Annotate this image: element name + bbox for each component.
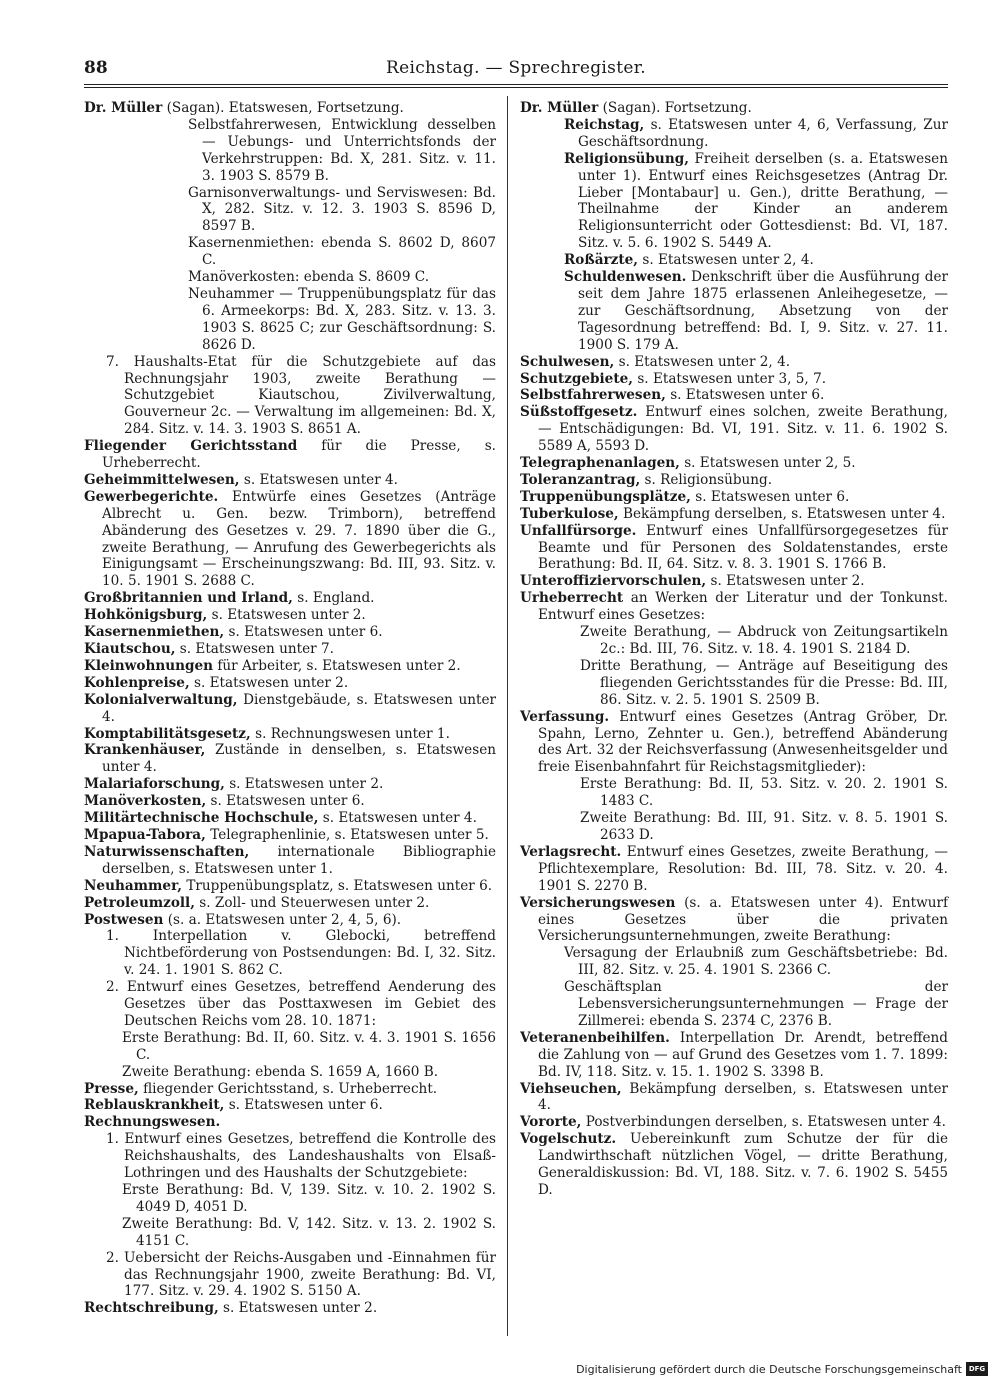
entry-heading: Unteroffiziervorschulen, bbox=[520, 573, 707, 590]
entry-heading: Hohkönigsburg, bbox=[84, 607, 208, 624]
entry-text: s. Etatswesen unter 4. bbox=[322, 810, 477, 827]
register-entry bbox=[84, 641, 496, 658]
register-entry bbox=[84, 742, 496, 776]
register-entry bbox=[84, 726, 496, 743]
entry-text: s. Etatswesen unter 2. bbox=[211, 607, 366, 624]
entry-text: für Arbeiter, s. Etatswesen unter 2. bbox=[217, 657, 461, 674]
entry-text: s. Rechnungswesen unter 1. bbox=[255, 725, 450, 742]
entry-text: s. Etatswesen unter 6. bbox=[228, 624, 383, 641]
header-rule-thin bbox=[84, 87, 948, 88]
entry-heading: Kasernenmiethen, bbox=[84, 624, 225, 641]
entry-heading: Unfallfürsorge. bbox=[520, 522, 637, 539]
entry-text: s. Etatswesen unter 2. bbox=[223, 1300, 378, 1317]
sub-entry: Neuhammer — Truppenübungsplatz für das 6. Armeekorps: Bd. X, 283. Sitz. v. 13. 3. 1903 S. 8625 C; zur Geschäftsordnung: S. 8626 D. bbox=[188, 285, 496, 353]
entry-heading: Naturwissenschaften, bbox=[84, 843, 250, 860]
sub-entry: Selbstfahrerwesen, Entwicklung desselben — Uebungs- und Unterrichtsfonds der Verkehrstruppen: Bd. X, 281. Sitz. v. 11. 3. 1903 S. 8579 B. bbox=[188, 116, 496, 184]
register-entry bbox=[520, 709, 948, 777]
entry-text: Bekämpfung derselben, s. Etatswesen unter 4. bbox=[622, 505, 946, 522]
register-entry bbox=[84, 878, 496, 895]
entry-text: Interpellation Dr. Arendt, betreffend die Zahlung von — auf Grund des Gesetzes vom 1. 7. 1899: Bd. IV, 118. Sitz. v. 15. 1. 1902 S. 3398 B. bbox=[538, 1029, 948, 1080]
entry-text: Bekämpfung derselben, s. Etatswesen unter 4. bbox=[538, 1080, 948, 1114]
entry-heading: Geheimmittelwesen, bbox=[84, 471, 240, 488]
page-footer bbox=[576, 1362, 988, 1378]
register-entry bbox=[520, 506, 948, 523]
entry-text: s. Etatswesen unter 6. bbox=[670, 387, 825, 404]
register-entry bbox=[520, 472, 948, 489]
register-entry bbox=[84, 793, 496, 810]
entry-text: Entwurf eines Gesetzes, zweite Berathung, — Pflichtexemplare, Resolution: Bd. III, 78. Sitz. v. 20. 4. 1901 S. 2270 B. bbox=[538, 843, 948, 894]
register-entry bbox=[520, 371, 948, 388]
sub-entry: Manöverkosten: ebenda S. 8609 C. bbox=[188, 269, 430, 286]
entry-heading: Malariaforschung, bbox=[84, 776, 225, 793]
register-entry bbox=[84, 912, 496, 929]
dfg-logo-icon: DFG bbox=[966, 1362, 988, 1376]
entry-text: s. Etatswesen unter 2. bbox=[194, 674, 349, 691]
register-entry bbox=[84, 776, 496, 793]
entry-text: Entwurf eines Gesetzes (Antrag Gröber, Dr. Spahn, Lerno, Zehnter u. Gen.), betreffend Abänderung des Art. 32 der Reichsverfassung (Anwesenheitsgelder und freie Eisenbahnfahrt für Reichstagsmitglieder): bbox=[538, 708, 948, 776]
entry-heading: Vogelschutz. bbox=[520, 1131, 617, 1148]
register-entry bbox=[84, 438, 496, 472]
register-entry bbox=[84, 607, 496, 624]
entry-heading: Roßärzte, bbox=[564, 252, 639, 269]
entry-text: Dienstgebäude, s. Etatswesen unter 4. bbox=[102, 691, 496, 725]
register-entry bbox=[520, 590, 948, 624]
entry-text: Zustände in denselben, s. Etatswesen unter 4. bbox=[102, 742, 496, 776]
entry-heading: Komptabilitätsgesetz, bbox=[84, 725, 251, 742]
register-entry bbox=[520, 1131, 948, 1199]
numbered-item: 1. Interpellation v. Glebocki, betreffend Nichtbeförderung von Postsendungen: Bd. I, 32. Sitz. v. 24. 1. 1901 S. 862 C. bbox=[106, 928, 496, 979]
entry-text: s. Etatswesen unter 7. bbox=[179, 641, 334, 657]
register-entry bbox=[520, 1081, 948, 1115]
entry-heading: Veteranenbeihilfen. bbox=[520, 1029, 670, 1046]
sub-item: Zweite Berathung: Bd. III, 91. Sitz. v. 8. 5. 1901 S. 2633 D. bbox=[580, 810, 948, 843]
entry-heading: Gewerbegerichte. bbox=[84, 488, 219, 505]
numbered-item: 2. Uebersicht der Reichs-Ausgaben und -Einnahmen für das Rechnungsjahr 1900, zweite Berathung: Bd. VI, 177. Sitz. v. 29. 4. 1902 S. 5150 A. bbox=[106, 1249, 496, 1300]
entry-heading: Dr. Müller bbox=[520, 100, 599, 116]
register-entry bbox=[84, 895, 496, 912]
register-entry bbox=[84, 489, 496, 590]
register-entry bbox=[84, 1114, 496, 1131]
entry-heading: Verfassung. bbox=[520, 708, 610, 725]
entry-heading: Petroleumzoll, bbox=[84, 894, 195, 911]
entry-heading: Truppenübungsplätze, bbox=[520, 488, 691, 505]
page-number: 88 bbox=[84, 58, 108, 78]
sub-entry bbox=[520, 151, 948, 252]
running-title: Reichstag. — Sprechregister. bbox=[386, 58, 646, 78]
entry-text: Denkschrift über die Ausführung der seit dem Jahre 1875 erlassenen Anleihegesetze, — zur Geschäftsordnung, Absetzung von der Tagesordnung betreffend: Bd. I, 9. Sitz. v. 27. 11. 1900 S. 179 A. bbox=[578, 269, 948, 353]
entry-text: (Sagan). Etatswesen, Fortsetzung. bbox=[166, 100, 404, 116]
register-entry bbox=[520, 844, 948, 895]
entry-heading: Presse, bbox=[84, 1080, 139, 1097]
register-entry bbox=[520, 455, 948, 472]
sub-item: Dritte Berathung, — Anträge auf Beseitigung des fliegenden Gerichtsstandes für die Presse: Bd. III, 86. Sitz. v. 2. 5. 1901 S. 2509 B. bbox=[580, 657, 948, 708]
entry-heading: Vororte, bbox=[520, 1114, 582, 1131]
register-entry bbox=[520, 489, 948, 506]
entry-text: s. England. bbox=[297, 590, 375, 607]
register-entry bbox=[520, 573, 948, 590]
register-entry bbox=[84, 100, 496, 117]
entry-text: s. Etatswesen unter 6. bbox=[695, 488, 850, 505]
sub-item: Versagung der Erlaubniß zum Geschäftsbetriebe: Bd. III, 82. Sitz. v. 25. 4. 1901 S. 2366 C. bbox=[564, 945, 948, 979]
funding-notice: Digitalisierung gefördert durch die Deutsche Forschungsgemeinschaft bbox=[576, 1363, 962, 1376]
register-entry bbox=[84, 1300, 496, 1317]
sub-entry: Garnisonverwaltungs- und Serviswesen: Bd. X, 282. Sitz. v. 12. 3. 1903 S. 8596 D, 8597 B. bbox=[188, 184, 496, 235]
entry-heading: Toleranzantrag, bbox=[520, 471, 641, 488]
entry-text: s. Zoll- und Steuerwesen unter 2. bbox=[199, 894, 430, 911]
entry-text: s. Etatswesen unter 2, 4. bbox=[642, 252, 814, 269]
entry-text: Telegraphenlinie, s. Etatswesen unter 5. bbox=[210, 826, 489, 843]
entry-heading: Selbstfahrerwesen, bbox=[520, 387, 666, 404]
entry-text: an Werken der Literatur und der Tonkunst. Entwurf eines Gesetzes: bbox=[538, 590, 948, 624]
register-entry bbox=[520, 1114, 948, 1131]
entry-heading: Großbritannien und Irland, bbox=[84, 590, 293, 607]
entry-heading: Rechtschreibung, bbox=[84, 1300, 219, 1317]
register-entry bbox=[84, 844, 496, 878]
entry-text: s. Etatswesen unter 2, 4. bbox=[618, 353, 791, 370]
sub-entry bbox=[520, 269, 948, 354]
page-header bbox=[84, 56, 948, 82]
entry-heading: Verlagsrecht. bbox=[520, 843, 622, 860]
entry-text: s. Etatswesen unter 2, 5. bbox=[684, 455, 856, 472]
entry-heading: Kohlenpreise, bbox=[84, 674, 190, 691]
entry-heading: Urheberrecht bbox=[520, 590, 624, 607]
entry-heading: Postwesen bbox=[84, 911, 164, 928]
sub-item: Erste Berathung: Bd. II, 53. Sitz. v. 20. 2. 1901 S. 1483 C. bbox=[580, 776, 948, 810]
entry-text: (s. a. Etatswesen unter 4). Entwurf eines Gesetzes über die privaten Versicherungsunternehmungen, zweite Berathung: bbox=[538, 894, 948, 945]
register-entry bbox=[520, 387, 948, 404]
entry-heading: Fliegender Gerichtsstand bbox=[84, 438, 298, 455]
entry-heading: Mpapua-Tabora, bbox=[84, 826, 206, 843]
entry-heading: Schutzgebiete, bbox=[520, 370, 633, 387]
entry-text: fliegender Gerichtsstand, s. Urheberrecht. bbox=[143, 1080, 438, 1097]
entry-text: internationale Bibliographie derselben, s. Etatswesen unter 1. bbox=[102, 843, 496, 877]
left-column bbox=[84, 100, 496, 1317]
entry-text: s. Etatswesen unter 2. bbox=[710, 573, 865, 590]
entry-heading: Süßstoffgesetz. bbox=[520, 404, 638, 421]
sub-item: Zweite Berathung: ebenda S. 1659 A, 1660 B. bbox=[122, 1063, 439, 1080]
right-column bbox=[520, 100, 948, 1199]
entry-heading: Schulwesen, bbox=[520, 353, 615, 370]
entry-text: s. Etatswesen unter 4. bbox=[243, 471, 398, 488]
register-entry bbox=[520, 100, 948, 117]
entry-text: (s. a. Etatswesen unter 2, 4, 5, 6). bbox=[167, 911, 402, 928]
register-entry bbox=[520, 1030, 948, 1081]
entry-heading: Krankenhäuser, bbox=[84, 742, 206, 759]
sub-entry: Kasernenmiethen: ebenda S. 8602 D, 8607 C. bbox=[188, 235, 496, 269]
register-entry bbox=[520, 523, 948, 574]
register-entry bbox=[84, 1097, 496, 1114]
entry-heading: Religionsübung, bbox=[564, 150, 689, 167]
register-entry bbox=[84, 1081, 496, 1098]
sub-item: Erste Berathung: Bd. V, 139. Sitz. v. 10. 2. 1902 S. 4049 D, 4051 D. bbox=[122, 1182, 496, 1215]
register-entry bbox=[84, 675, 496, 692]
sub-item: Zweite Berathung: Bd. V, 142. Sitz. v. 13. 2. 1902 S. 4151 C. bbox=[122, 1215, 496, 1249]
entry-text: Entwürfe eines Gesetzes (Anträge Albrecht u. Gen. bezw. Trimborn), betreffend Abänderung des Gesetzes v. 29. 7. 1890 über die G., zweite Berathung, — Anrufung des Gewerbegerichts als Einigungsamt — Erscheinungszwang: Bd. III, 93. Sitz. v. 10. 5. 1901 S. 2688 C. bbox=[102, 488, 496, 590]
entry-heading: Kleinwohnungen bbox=[84, 657, 214, 674]
sub-entry bbox=[520, 252, 948, 269]
register-entry bbox=[520, 895, 948, 946]
register-entry bbox=[84, 692, 496, 726]
numbered-item: 2. Entwurf eines Gesetzes, betreffend Aenderung des Gesetzes über das Posttaxwesen im Gebiet des Deutschen Reichs vom 28. 10. 1871: bbox=[106, 979, 496, 1029]
sub-item: Erste Berathung: Bd. II, 60. Sitz. v. 4. 3. 1901 S. 1656 C. bbox=[122, 1029, 496, 1063]
entry-text: Postverbindungen derselben, s. Etatswesen unter 4. bbox=[585, 1114, 946, 1131]
entry-text: Entwurf eines Unfallfürsorgegesetzes für Beamte und für Personen des Soldatenstandes, erste Berathung: Bd. II, 64. Sitz. v. 8. 3. 1901 S. 1766 B. bbox=[538, 522, 949, 573]
entry-heading: Rechnungswesen. bbox=[84, 1114, 221, 1131]
entry-heading: Versicherungswesen bbox=[520, 894, 676, 911]
entry-text: s. Etatswesen unter 3, 5, 7. bbox=[637, 370, 827, 387]
numbered-item: 1. Entwurf eines Gesetzes, betreffend die Kontrolle des Reichshaushalts, des Landeshaushalts von Elsaß-Lothringen und des Haushalts der Schutzgebiete: bbox=[106, 1131, 496, 1182]
entry-text: Entwurf eines solchen, zweite Berathung, — Entschädigungen: Bd. VI, 191. Sitz. v. 11. 6. 1902 S. 5589 A, 5593 D. bbox=[538, 404, 948, 455]
entry-heading: Telegraphenanlagen, bbox=[520, 455, 680, 472]
register-entry bbox=[520, 354, 948, 371]
entry-text: für die Presse, s. Urheberrecht. bbox=[102, 438, 496, 472]
entry-text: s. Etatswesen unter 6. bbox=[210, 793, 365, 810]
entry-heading: Neuhammer, bbox=[84, 877, 182, 894]
entry-heading: Dr. Müller bbox=[84, 100, 163, 116]
entry-heading: Viehseuchen, bbox=[520, 1080, 622, 1097]
entry-text: s. Etatswesen unter 4, 6, Verfassung, Zur Geschäftsordnung. bbox=[578, 116, 948, 150]
entry-text: Freiheit derselben (s. a. Etatswesen unter 1). Entwurf eines Reichsgesetzes (Antrag Dr. Lieber [Montabaur] u. Gen.), dritte Berathung, — Theilnahme der Kinder an anderem Religionsunterricht oder Gottesdienst: Bd. VI, 187. Sitz. v. 5. 6. 1902 S. 5449 A. bbox=[578, 150, 948, 252]
entry-heading: Militärtechnische Hochschule, bbox=[84, 810, 319, 827]
entry-heading: Schuldenwesen. bbox=[564, 269, 687, 286]
entry-text: Truppenübungsplatz, s. Etatswesen unter 6. bbox=[186, 877, 493, 894]
sub-item: Zweite Berathung, — Abdruck von Zeitungsartikeln 2c.: Bd. III, 76. Sitz. v. 18. 4. 1901 S. 2184 D. bbox=[580, 624, 948, 657]
sub-entry bbox=[520, 117, 948, 151]
register-entry bbox=[84, 810, 496, 827]
register-entry bbox=[84, 827, 496, 844]
entry-heading: Kiautschou, bbox=[84, 641, 176, 657]
entry-text: s. Religionsübung. bbox=[644, 471, 773, 488]
register-entry bbox=[84, 658, 496, 675]
header-rule bbox=[84, 84, 948, 85]
register-entry bbox=[520, 404, 948, 455]
entry-text: s. Etatswesen unter 2. bbox=[229, 776, 384, 793]
entry-heading: Manöverkosten, bbox=[84, 793, 207, 810]
entry-text: s. Etatswesen unter 6. bbox=[228, 1097, 383, 1114]
entry-heading: Tuberkulose, bbox=[520, 505, 619, 522]
entry-text: (Sagan). Fortsetzung. bbox=[602, 100, 752, 116]
register-entry bbox=[84, 624, 496, 641]
numbered-item: 7. Haushalts-Etat für die Schutzgebiete auf das Rechnungsjahr 1903, zweite Berathung — Schutzgebiet Kiautschou, Zivilverwaltung, Gouverneur 2c. — Verwaltung im allgemeinen: Bd. X, 284. Sitz. v. 14. 3. 1903 S. 8651 A. bbox=[106, 353, 496, 438]
column-divider bbox=[507, 96, 508, 1336]
entry-heading: Reblauskrankheit, bbox=[84, 1097, 225, 1114]
entry-text: Uebereinkunft zum Schutze der für die Landwirthschaft nützlichen Vögel, — dritte Berathung, Generaldiskussion: Bd. VI, 188. Sitz. v. 7. 6. 1902 S. 5455 D. bbox=[538, 1131, 948, 1198]
entry-heading: Reichstag, bbox=[564, 116, 645, 133]
sub-item: Geschäftsplan der Lebensversicherungsunternehmungen — Frage der Zillmerei: ebenda S. 2374 C, 2376 B. bbox=[564, 979, 948, 1029]
register-entry bbox=[84, 590, 496, 607]
register-entry bbox=[84, 472, 496, 489]
entry-heading: Kolonialverwaltung, bbox=[84, 691, 238, 708]
